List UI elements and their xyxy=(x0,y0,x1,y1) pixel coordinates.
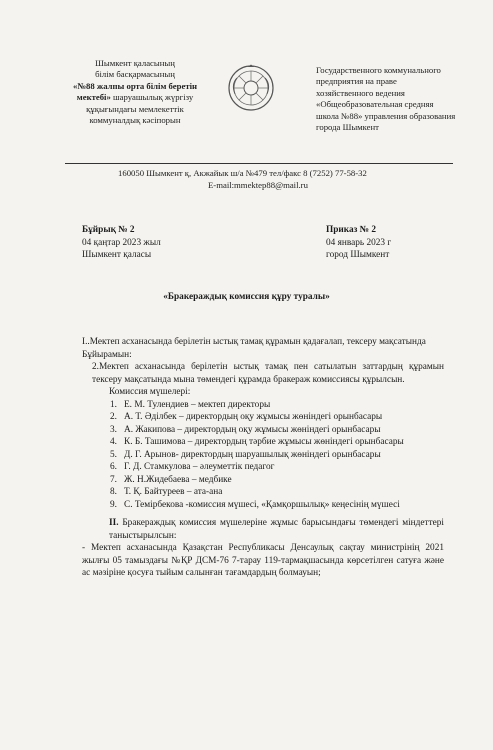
member-item xyxy=(82,399,444,412)
header-left-school-name: «№88 жалпы орта білім беретін xyxy=(72,80,198,91)
member-item xyxy=(82,424,444,437)
address-line: 160050 Шымкент қ, Акжайык ш/а №479 тел/факс 8 (7252) 77-58-32 xyxy=(118,168,367,178)
header-right-line: школа №88» управления образования xyxy=(316,110,456,121)
paragraph-purpose: І..Мектеп асханасында берілетін ыстық тамақ құрамын қадағалап, тексеру мақсатында xyxy=(82,337,426,347)
order-ru-date: 04 январь 2023 г xyxy=(326,237,392,248)
member-item xyxy=(82,474,444,487)
member-item xyxy=(82,449,444,462)
member-text: Т. Қ. Байтуреев – ата-ана xyxy=(124,487,223,497)
member-number: 5. xyxy=(110,449,117,460)
member-number: 4. xyxy=(110,437,117,447)
address-block xyxy=(118,168,478,191)
paragraph-duties: II. Бракераждық комиссия мүшелеріне жұмыс барысындағы төмендегі міндеттері таныстырылсын: xyxy=(109,518,444,541)
order-subject: «Бракераждық комиссия құру туралы» xyxy=(163,292,330,302)
header-left-line: мектебі» шаруашылық жүргізу xyxy=(76,92,194,103)
order-ru-city: город Шымкент xyxy=(326,250,390,261)
order-kz-title: Бұйрық № 2 xyxy=(82,225,135,235)
members-list xyxy=(82,399,444,512)
header-left-line: білім басқармасының xyxy=(95,69,175,80)
member-text: Д. Г. Арынов- директордың шаруашылық жөніндегі орынбасары xyxy=(124,449,381,460)
member-item xyxy=(82,411,444,424)
member-text: С. Темірбекова -комиссия мүшесі, «Қамқоршылық» кеңесінің мүшесі xyxy=(124,499,400,510)
header-left-line: құқығындағы мемлекеттік xyxy=(86,103,184,114)
member-number: 1. xyxy=(110,399,117,410)
member-number: 7. xyxy=(110,474,117,485)
header-divider xyxy=(65,163,453,164)
header-right-line: хозяйственного ведения xyxy=(316,87,405,98)
member-text: К. Б. Ташимова – директордың тәрбие жұмысы жөніндегі орынбасары xyxy=(124,437,404,447)
member-text: А. Жакипова – директордың оқу жұмысы жөніндегі орынбасары xyxy=(124,424,381,435)
member-number: 3. xyxy=(110,424,117,435)
member-number: 2. xyxy=(110,412,117,422)
order-kz-block xyxy=(82,224,262,262)
header-left-line: Шымкент қаласының xyxy=(95,58,175,68)
header-right-ru xyxy=(316,65,488,133)
header-left-line: коммуналдық кәсіпорын xyxy=(89,115,181,126)
member-number: 6. xyxy=(110,462,117,472)
member-item xyxy=(82,436,444,449)
member-text: Е. М. Тулендиев – мектеп директоры xyxy=(124,399,271,410)
order-ru-title: Приказ № 2 xyxy=(326,225,376,235)
header-right-line: «Общеобразовательная средняя xyxy=(316,99,434,110)
member-number: 9. xyxy=(110,499,117,510)
paragraph-order-word: Бұйырамын: xyxy=(82,349,132,360)
header-right-line: Государственного коммунального xyxy=(316,65,441,75)
order-kz-city: Шымкент қаласы xyxy=(82,250,152,261)
header-right-line: города Шымкент xyxy=(316,122,379,133)
order-kz-date: 04 қаңтар 2023 жыл xyxy=(82,237,161,248)
header-left-kz xyxy=(44,58,226,126)
member-item xyxy=(82,461,444,474)
member-text: А. Т. Әділбек – директордың оқу жұмысы жөніндегі орынбасары xyxy=(124,412,383,422)
member-number: 8. xyxy=(110,487,117,497)
order-body xyxy=(82,336,444,580)
members-title: Комиссия мүшелері: xyxy=(109,387,191,397)
member-text: Г. Д. Стамкулова – әлеуметтік педагог xyxy=(124,462,275,472)
state-emblem-icon xyxy=(227,64,275,112)
header-right-line: предприятия на праве xyxy=(316,76,397,87)
paragraph-create-commission: 2.Мектеп асханасында берілетін ыстық тамақ пен сатылатын заттардың құрамын тексеру мақсатында мына төмендегі құрамда бракераж комиссиясы құрылсын. xyxy=(92,362,444,385)
member-item xyxy=(82,486,444,499)
paragraph-duty-item: - Мектеп асханасында Қазақстан Республикасы Денсаулық сақтау министрінің 2021 жылғы 05 тамыздағы №ҚР ДСМ-76 7-тарау 119-тармақшасында көрсетілген сатуға және ас мәзіріне қосуға тыйым салынған тағамдардың болмауын; xyxy=(82,543,444,578)
member-text: Ж. Н.Жидебаева – медбике xyxy=(124,474,232,485)
order-ru-block xyxy=(326,224,476,262)
member-item xyxy=(82,499,444,512)
email-line: E-mail:mmektep88@mail.ru xyxy=(208,179,308,190)
